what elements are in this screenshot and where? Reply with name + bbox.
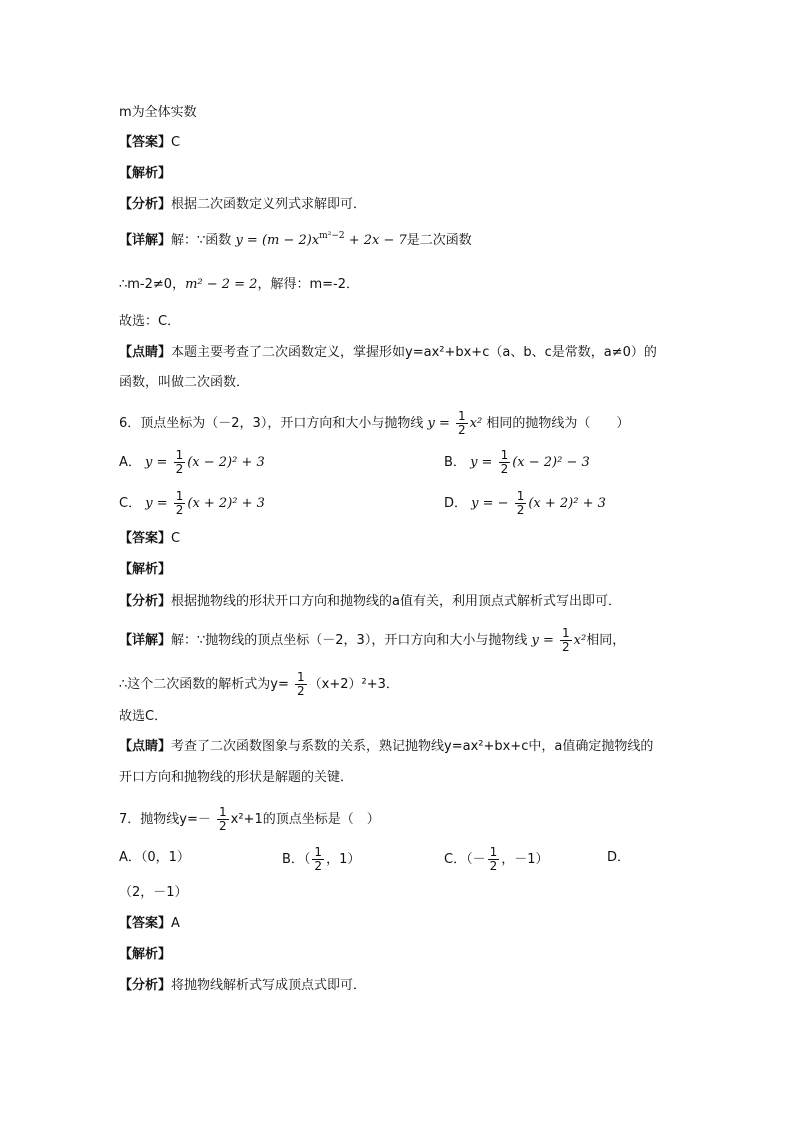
q5-fenxi	[119, 196, 366, 214]
xiangjie-post: 是二次函数	[406, 233, 472, 248]
fenxi-text: 根据二次函数定义列式求解即可．	[171, 197, 367, 212]
fraction-numerator: 1	[219, 805, 227, 819]
q5-answer	[119, 134, 180, 152]
q7-stem-post: x²+1的顶点坐标是（ ）	[230, 812, 380, 827]
option-label: C．	[119, 496, 142, 511]
dianjing-tag: 【点睛】	[119, 345, 172, 360]
fraction-numerator: 1	[457, 409, 466, 423]
fraction-denominator: 2	[562, 640, 570, 654]
fraction-denominator: 2	[297, 684, 305, 698]
answer-value: A	[171, 916, 180, 931]
q6-option-c	[119, 490, 265, 517]
therefore-post: （x+2）²+3．	[308, 677, 399, 692]
q5-xiangjie	[119, 232, 472, 251]
xiangjie-x2: x²	[573, 633, 587, 648]
dianjing-tag: 【点睛】	[119, 739, 172, 754]
option-formula-lhs: y =	[145, 496, 168, 511]
q7-jiexi-tag: 【解析】	[119, 947, 172, 962]
fraction-numerator: 1	[489, 845, 498, 859]
q7-fenxi	[119, 977, 366, 995]
q6-fenxi	[119, 593, 621, 611]
option-fraction	[174, 449, 186, 476]
therefore-text: ∴m-2≠0，	[119, 277, 186, 292]
answer-tag: 【答案】	[119, 135, 172, 150]
therefore-formula: m² − 2 = 2	[185, 277, 258, 292]
option-formula-rhs: (x − 2)² + 3	[187, 455, 265, 470]
xiangjie-formula: y =	[531, 633, 554, 648]
option-label: C．（－	[444, 852, 486, 867]
q7-option-d-value: （2，－1）	[119, 885, 188, 900]
q7-option-b	[282, 846, 360, 873]
option-fraction	[488, 846, 500, 873]
fraction-denominator: 2	[457, 423, 466, 437]
xiangjie-tag: 【详解】	[119, 633, 172, 648]
q6-dianjing-2: 开口方向和抛物线的形状是解题的关键．	[119, 770, 354, 785]
answer-tag: 【答案】	[119, 531, 172, 546]
fraction-denominator: 2	[314, 859, 323, 873]
xiangjie-formula: y = (m − 2)x	[235, 233, 320, 248]
q6-option-b	[444, 449, 590, 476]
option-label: B．	[444, 455, 466, 470]
fraction-denominator: 2	[219, 819, 227, 833]
fenxi-text: 将抛物线解析式写成顶点式即可．	[171, 978, 367, 993]
fenxi-tag: 【分析】	[119, 978, 172, 993]
fenxi-text: 根据抛物线的形状开口方向和抛物线的a值有关，利用顶点式解析式写出即可．	[171, 594, 621, 609]
option-formula-rhs: (x − 2)² − 3	[512, 455, 590, 470]
xiangjie-text: 解：∵函数	[171, 233, 232, 248]
q6-jiexi-tag: 【解析】	[119, 562, 172, 577]
q7-option-d-label: D．	[607, 850, 631, 865]
fraction-denominator: 2	[175, 462, 184, 476]
xiangjie-tag: 【详解】	[119, 233, 172, 248]
fraction-denominator: 2	[516, 503, 525, 517]
xiangjie-text: 解：∵抛物线的顶点坐标（－2，3），开口方向和大小与抛物线	[171, 633, 528, 648]
fraction-denominator: 2	[500, 462, 509, 476]
option-formula-lhs: y =	[470, 455, 493, 470]
fenxi-tag: 【分析】	[119, 197, 172, 212]
q6-stem-fraction	[456, 410, 468, 437]
q7-stem	[119, 806, 380, 833]
dianjing-text: 考查了二次函数图象与系数的关系，熟记抛物线y=ax²+bx+c中，a值确定抛物线的	[171, 739, 654, 754]
q6-stem	[119, 410, 629, 437]
fenxi-tag: 【分析】	[119, 594, 172, 609]
q7-stem-fraction	[217, 806, 229, 833]
q6-guxuan: 故选C．	[119, 709, 168, 724]
fraction-denominator: 2	[175, 503, 184, 517]
answer-value: C	[171, 531, 181, 546]
option-fraction	[499, 449, 511, 476]
fraction-numerator: 1	[562, 626, 570, 640]
option-label: D．	[444, 496, 468, 511]
option-formula-lhs: y = −	[471, 496, 509, 511]
option-formula-rhs: (x + 2)² + 3	[528, 496, 606, 511]
q7-answer	[119, 915, 180, 933]
fraction-denominator: 2	[489, 859, 498, 873]
q7-stem-text: 7．抛物线y=－	[119, 812, 211, 827]
q6-stem-x2: x²	[469, 416, 483, 431]
option-tail: ，1）	[326, 852, 361, 867]
option-fraction	[312, 846, 324, 873]
q5-therefore	[119, 276, 359, 294]
fraction-numerator: 1	[500, 448, 509, 462]
q6-option-a	[119, 449, 265, 476]
xiangjie-exponent: m²−2	[319, 231, 345, 241]
option-fraction	[515, 490, 527, 517]
q6-xiangjie	[119, 627, 625, 654]
fraction-numerator: 1	[516, 489, 525, 503]
q6-stem-formula: y =	[427, 416, 450, 431]
fraction-numerator: 1	[297, 670, 305, 684]
q6-answer	[119, 530, 180, 548]
q6-therefore	[119, 671, 399, 698]
q6-option-d	[444, 490, 606, 517]
q6-stem-post: 相同的抛物线为（ ）	[486, 416, 630, 431]
q7-option-c	[444, 846, 549, 873]
q7-option-a: A．（0，1）	[119, 850, 190, 865]
xiangjie-post: 相同，	[586, 633, 626, 648]
dianjing-text: 本题主要考查了二次函数定义，掌握形如y=ax²+bx+c（a、b、c是常数，a≠0）的	[171, 345, 657, 360]
option-formula-lhs: y =	[145, 455, 168, 470]
xiangjie-formula-tail: + 2x − 7	[348, 233, 407, 248]
q5-guxuan: 故选：C．	[119, 314, 181, 329]
q5-dianjing-1	[119, 344, 657, 362]
therefore-post: ，解得：m=-2．	[257, 277, 359, 292]
q5-jiexi-tag: 【解析】	[119, 166, 172, 181]
option-label: B．（	[282, 852, 311, 867]
option-fraction	[174, 490, 186, 517]
q6-stem-text: 6．顶点坐标为（－2，3），开口方向和大小与抛物线	[119, 416, 424, 431]
answer-tag: 【答案】	[119, 916, 172, 931]
option-formula-rhs: (x + 2)² + 3	[187, 496, 265, 511]
q6-dianjing-1	[119, 738, 653, 756]
answer-value: C	[171, 135, 181, 150]
option-tail: ，－1）	[501, 852, 549, 867]
q5-dianjing-2: 函数，叫做二次函数．	[119, 375, 250, 390]
therefore-fraction	[295, 671, 307, 698]
fraction-numerator: 1	[175, 489, 184, 503]
continuation-text: m为全体实数	[119, 105, 197, 120]
fraction-numerator: 1	[175, 448, 184, 462]
fraction-numerator: 1	[314, 845, 323, 859]
xiangjie-fraction	[560, 627, 572, 654]
option-label: A．	[119, 455, 141, 470]
therefore-text: ∴这个二次函数的解析式为y=	[119, 677, 289, 692]
